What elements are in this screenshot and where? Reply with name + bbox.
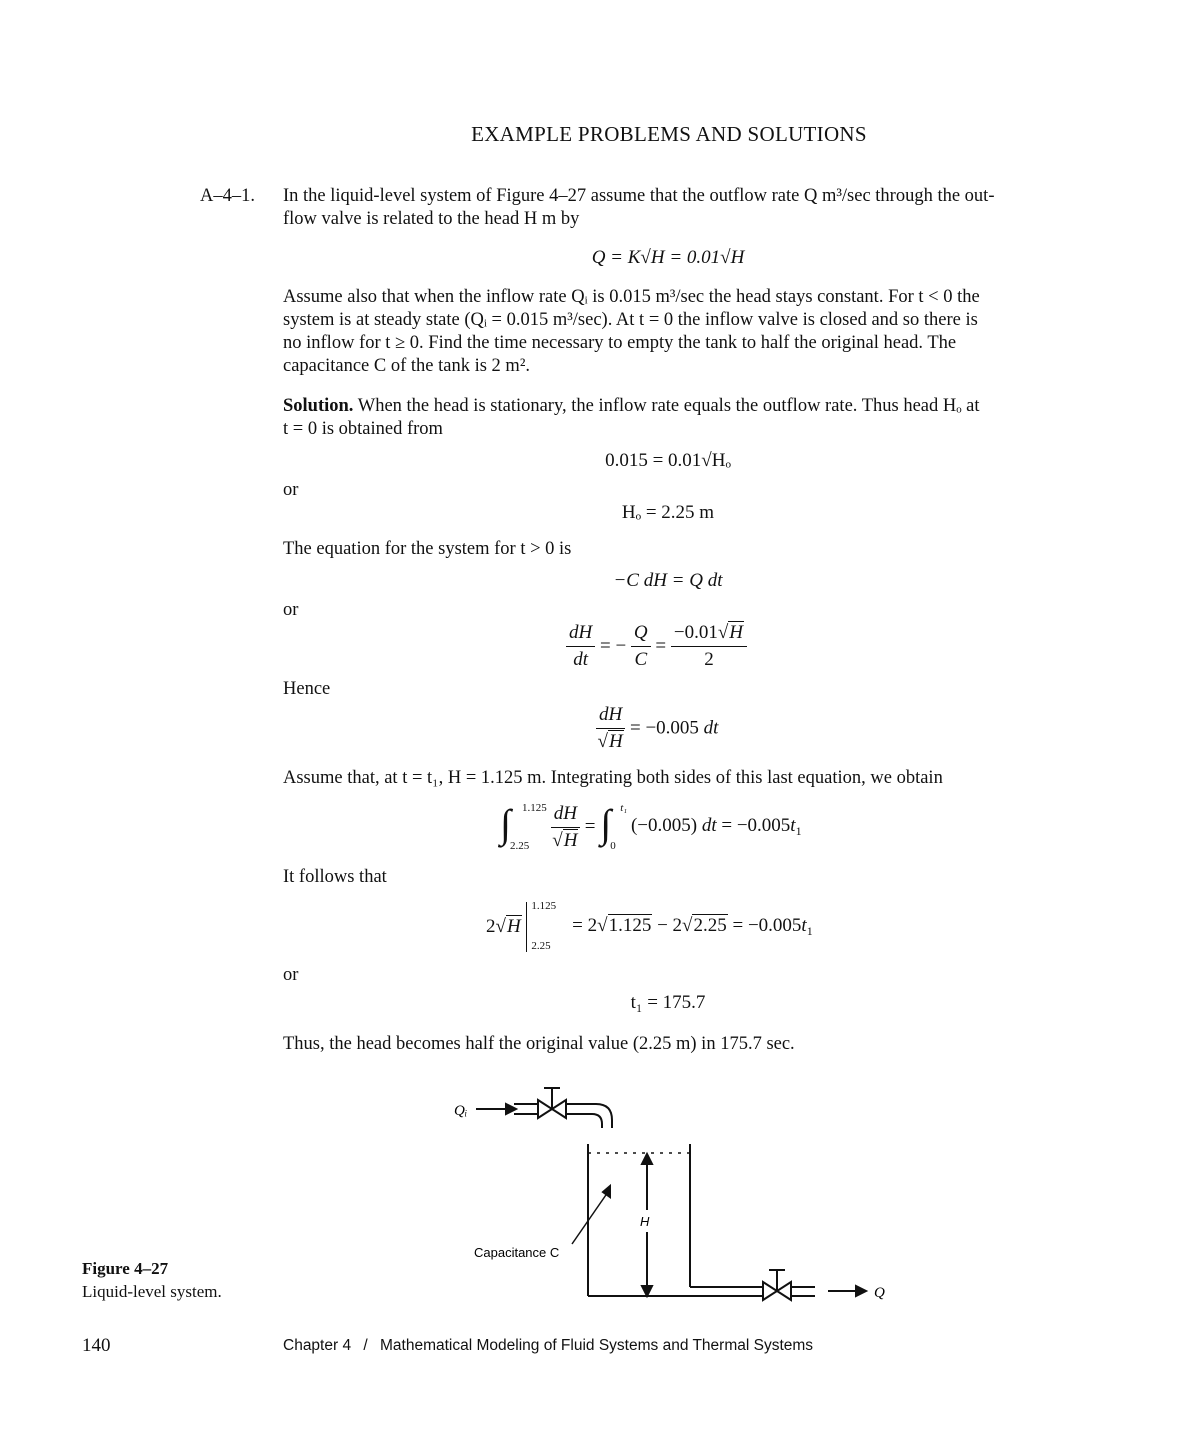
- inflow-valve-left: [538, 1100, 552, 1118]
- equation-t1: t₁ = 175.7: [630, 992, 706, 1013]
- inflow-arrowhead: [506, 1104, 516, 1114]
- equation-system: −C dH = Q dt: [613, 570, 723, 591]
- equation-evaluated: 2√H 1.125 2.25 = $2√1.125 - 2√2.25 = -0.005t_1$: [486, 900, 813, 952]
- problem-id: A–4–1.: [200, 186, 255, 206]
- footer-chapter-line: [283, 1337, 813, 1355]
- solution-line2: t = 0 is obtained from: [283, 419, 443, 439]
- or-text-3: or: [283, 965, 299, 985]
- or-text: or: [283, 480, 299, 500]
- footer-separator: /: [363, 1337, 368, 1354]
- equation-integral: ∫ 1.125 2.25 $\frac{dH}{√H}$ = ∫ t₁ 0 (−0.005) dt = $-0.005t_1$: [500, 801, 802, 852]
- assume-line3: no inflow for t ≥ 0. Find the time necessary to empty the tank to half the original head. The: [283, 333, 957, 353]
- figure-label: Figure 4–27: [82, 1259, 169, 1278]
- assume-t1-text: Assume that, at t = t₁, H = 1.125 m. Integrating both sides of this last equation, we obtain: [283, 768, 943, 788]
- assume-line4: capacitance C of the tank is 2 m².: [283, 356, 530, 376]
- solution-label: Solution.: [283, 396, 354, 416]
- equation-flow: Q = K√H = 0.01√H: [591, 247, 745, 268]
- integral-sign-left: ∫ 1.125 2.25: [500, 801, 547, 852]
- liquid-level-diagram: [440, 1080, 920, 1310]
- assume-line1: Assume also that when the inflow rate Qᵢ is 0.015 m³/sec the head stays constant. For t < 0 the: [283, 287, 980, 307]
- solution-line1-text: When the head is stationary, the inflow rate equals the outflow rate. Thus head Hₒ at: [353, 396, 980, 416]
- assume-line2: system is at steady state (Qᵢ = 0.015 m³/sec). At t = 0 the inflow valve is closed and so there is: [283, 310, 978, 330]
- equation-ho-value: Hₒ = 2.25 m: [621, 502, 715, 523]
- system-text: The equation for the system for t > 0 is: [283, 539, 572, 559]
- footer-chapter: Chapter 4: [283, 1337, 352, 1354]
- equation-ho: 0.015 = 0.01√Hₒ: [605, 450, 731, 471]
- problem-text-line1: In the liquid-level system of Figure 4–27 assume that the outflow rate Q m³/sec through the out-: [283, 186, 995, 206]
- evaluation-bar: 1.125 2.25: [526, 902, 567, 952]
- capacitance-pointer: [572, 1192, 608, 1244]
- integral-sign-right: ∫ t₁ 0: [600, 801, 628, 852]
- page-number: 140: [82, 1335, 111, 1356]
- outflow-label: Q: [874, 1285, 885, 1301]
- outflow-valve-right: [777, 1282, 791, 1300]
- equation-separated: $\frac{dH}{√H}$ = −0.005 dt: [597, 704, 719, 752]
- inflow-valve-right: [552, 1100, 566, 1118]
- problem-text-line2: flow valve is related to the head H m by: [283, 209, 580, 229]
- equation-derivative: $\frac{dH}{dt}$ = − $\frac{Q}{C}$ = $\frac{-0.01√H}{2}$: [566, 622, 747, 671]
- head-label: H: [640, 1214, 650, 1229]
- footer-title: Mathematical Modeling of Fluid Systems and Thermal Systems: [380, 1337, 814, 1354]
- hence-text: Hence: [283, 679, 331, 699]
- inflow-label: Qᵢ: [454, 1103, 468, 1119]
- follows-text: It follows that: [283, 867, 387, 887]
- solution-line1: [283, 395, 980, 418]
- section-heading: EXAMPLE PROBLEMS AND SOLUTIONS: [471, 122, 867, 146]
- or-text-2: or: [283, 600, 299, 620]
- outflow-arrowhead: [856, 1286, 866, 1296]
- capacitance-label: Capacitance C: [474, 1245, 560, 1260]
- figure-caption: Liquid-level system.: [82, 1282, 222, 1301]
- conclusion-text: Thus, the head becomes half the original value (2.25 m) in 175.7 sec.: [283, 1034, 795, 1054]
- outflow-valve-left: [763, 1282, 777, 1300]
